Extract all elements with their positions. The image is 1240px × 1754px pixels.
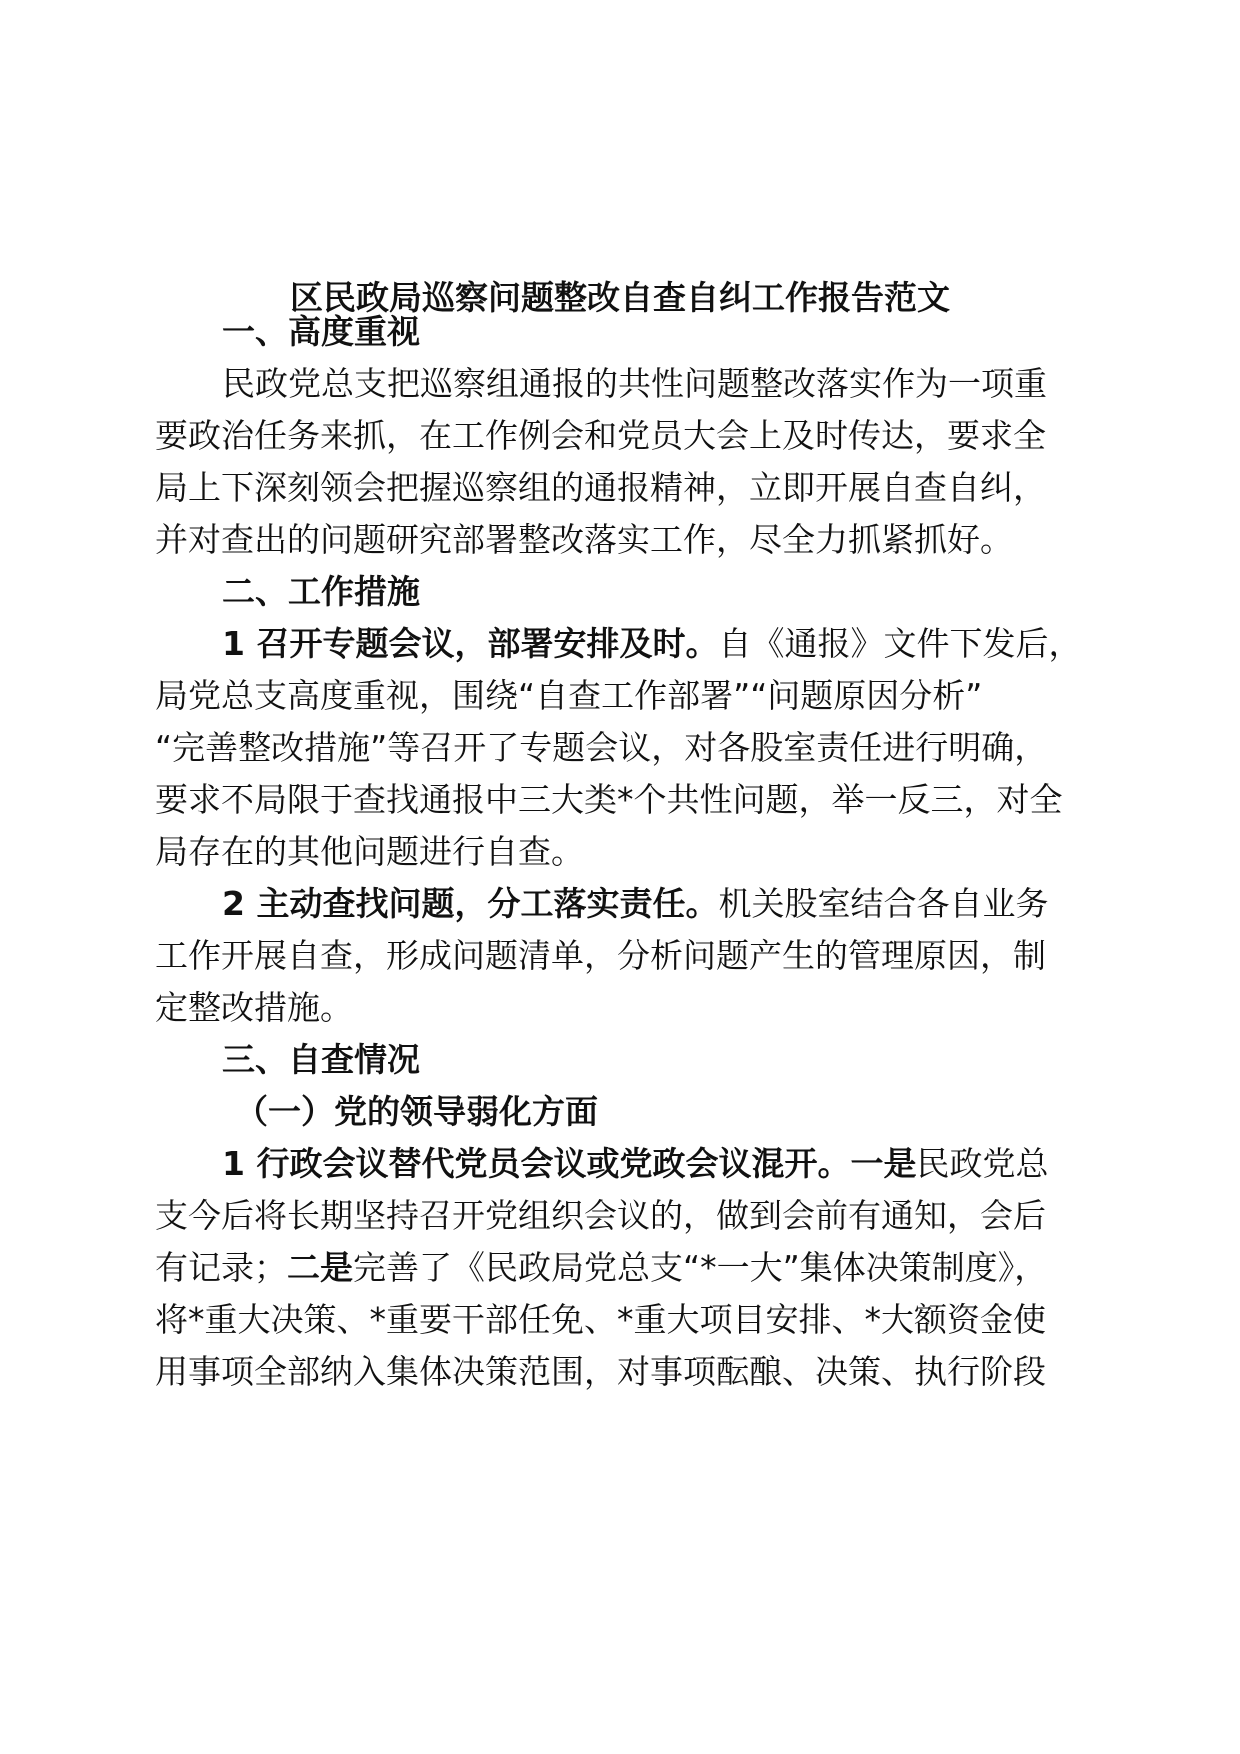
paragraph-line — [222, 1142, 1095, 1186]
item-lead-text: 自《通报》文件下发后， — [718, 624, 1082, 663]
paragraph-line: 工作开展自查，形成问题清单，分析问题产生的管理原因，制 — [155, 936, 1046, 975]
item-lead-bold: 2 主动查找问题，分工落实责任。 — [222, 884, 719, 923]
paragraph-line — [155, 1246, 1095, 1290]
paragraph-line: “完善整改措施”等召开了专题会议，对各股室责任进行明确， — [155, 728, 1048, 767]
section-heading-3: 三、自查情况 — [222, 1040, 420, 1079]
paragraph-line — [222, 622, 1095, 666]
paragraph-line: 定整改措施。 — [155, 988, 353, 1027]
paragraph-line: 民政党总支把巡察组通报的共性问题整改落实作为一项重 — [222, 364, 1047, 403]
paragraph-line: 局党总支高度重视，围绕“自查工作部署”“问题原因分析” — [155, 676, 983, 715]
paragraph-line: 将*重大决策、*重要干部任免、*重大项目安排、*大额资金使 — [155, 1300, 1046, 1339]
paragraph-line: 用事项全部纳入集体决策范围，对事项酝酿、决策、执行阶段 — [155, 1352, 1046, 1391]
line-text: 完善了《民政局党总支“*一大”集体决策制度》， — [353, 1248, 1048, 1287]
paragraph-line: 局上下深刻领会把握巡察组的通报精神，立即开展自查自纠， — [155, 468, 1046, 507]
paragraph-line: 要政治任务来抓，在工作例会和党员大会上及时传达，要求全 — [155, 416, 1046, 455]
section-heading-1: 一、高度重视 — [222, 312, 420, 351]
emphasis-bold: 二是 — [287, 1248, 353, 1287]
section-heading-2: 二、工作措施 — [222, 572, 420, 611]
subsection-heading: （一）党的领导弱化方面 — [235, 1092, 598, 1131]
item-lead-text: 民政党总 — [916, 1144, 1049, 1183]
item-lead-bold: 1 行政会议替代党员会议或党政会议混开。一是 — [222, 1144, 917, 1183]
document-title: 区民政局巡察问题整改自查自纠工作报告范文 — [290, 278, 950, 317]
item-lead-bold: 1 召开专题会议，部署安排及时。 — [222, 624, 719, 663]
paragraph-line: 局存在的其他问题进行自查。 — [155, 832, 584, 871]
line-text: 有记录； — [155, 1248, 287, 1287]
paragraph-line: 要求不局限于查找通报中三大类*个共性问题，举一反三，对全 — [155, 780, 1063, 819]
item-lead-text: 机关股室结合各自业务 — [718, 884, 1049, 923]
paragraph-line: 支今后将长期坚持召开党组织会议的，做到会前有通知，会后 — [155, 1196, 1046, 1235]
paragraph-line: 并对查出的问题研究部署整改落实工作，尽全力抓紧抓好。 — [155, 520, 1013, 559]
paragraph-line — [222, 882, 1095, 926]
